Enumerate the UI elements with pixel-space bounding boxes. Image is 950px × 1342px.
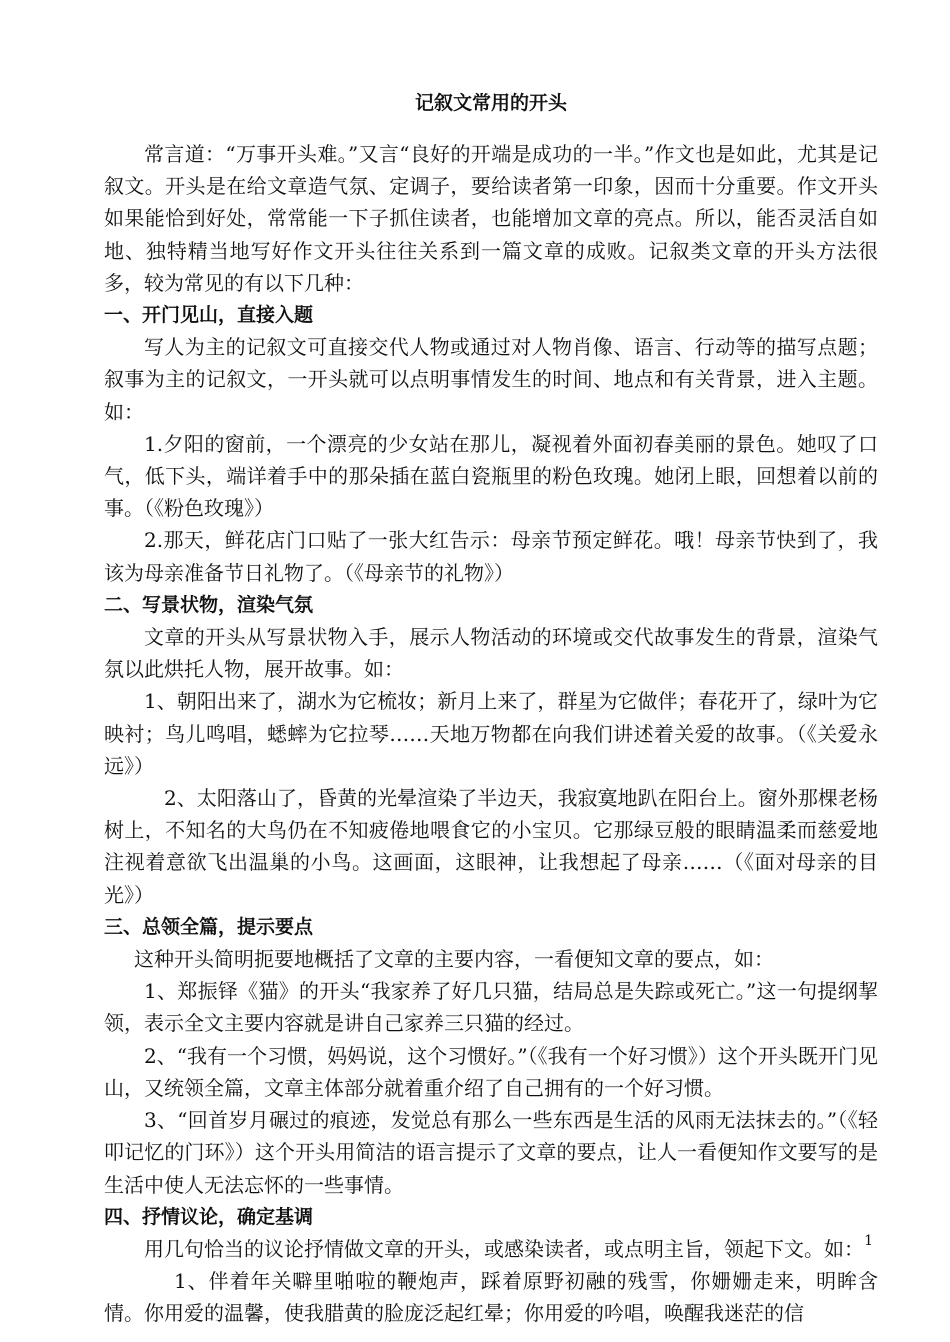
section-heading-3: 三、总领全篇，提示要点 xyxy=(104,915,314,938)
section-1-example-1: 1.夕阳的窗前，一个漂亮的少女站在那儿，凝视着外面初春美丽的景色。她叹了口气，低下头，端详着手中的那朵插在蓝白瓷瓶里的粉色玫瑰。她闭上眼，回想着以前的事。（《粉色玫瑰》） xyxy=(104,431,878,521)
section-1-example-2: 2.那天，鲜花店门口贴了一张大红告示：母亲节预定鲜花。哦！母亲节快到了，我该为母亲准备节日礼物了。（《母亲节的礼物》） xyxy=(104,528,878,585)
section-4-description: 用几句恰当的议论抒情做文章的开头，或感染读者，或点明主旨，领起下文。如： xyxy=(144,1236,864,1261)
document-page xyxy=(104,88,878,1330)
section-1-description: 写人为主的记叙文可直接交代人物或通过对人物肖像、语言、行动等的描写点题；叙事为主的记叙文，一开头就可以点明事情发生的时间、地点和有关背景，进入主题。如： xyxy=(104,335,878,424)
section-3-example-2: 2、“我有一个习惯，妈妈说，这个习惯好。”（《我有一个好习惯》）这个开头既开门见山，又统领全篇，文章主体部分就着重介绍了自己拥有的一个好习惯。 xyxy=(104,1043,878,1100)
section-2-description: 文章的开头从写景状物入手，展示人物活动的环境或交代故事发生的背景，渲染气氛以此烘托人物，展开故事。如： xyxy=(104,625,878,682)
section-3-description: 这种开头简明扼要地概括了文章的主要内容，一看便知文章的要点，如： xyxy=(134,947,774,972)
intro-paragraph: 常言道：“万事开头难。”又言“良好的开端是成功的一半。”作文也是如此，尤其是记叙文。开头是在给文章造气氛、定调子，要给读者第一印象，因而十分重要。作文开头如果能恰到好处，常常能一下子抓住读者，也能增加文章的亮点。所以，能否灵活自如地、独特精当地写好作文开头往往关系到一篇文章的成败。记叙类文章的开头方法很多，较为常见的有以下几种： xyxy=(104,142,878,295)
section-heading-1: 一、开门见山，直接入题 xyxy=(104,304,314,327)
section-heading-4: 四、抒情议论，确定基调 xyxy=(104,1205,314,1228)
document-title: 记叙文常用的开头 xyxy=(414,92,567,114)
page-number: 1 xyxy=(864,1233,873,1249)
section-heading-2: 二、写景状物，渲染气氛 xyxy=(104,593,314,616)
section-3-example-3: 3、“回首岁月碾过的痕迹，发觉总有那么一些东西是生活的风雨无法抹去的。”（《轻叩记忆的门环》）这个开头用简洁的语言提示了文章的要点，让人一看便知作文要写的是生活中使人无法忘怀的一些事情。 xyxy=(104,1108,878,1197)
section-3-example-1: 1、郑振铎《猫》的开头“我家养了好几只猫，结局总是失踪或死亡。”这一句提纲挈领，表示全文主要内容就是讲自己家养三只猫的经过。 xyxy=(104,979,878,1036)
section-2-example-1: 1、朝阳出来了，湖水为它梳妆；新月上来了，群星为它做伴；春花开了，绿叶为它映衬；鸟儿鸣唱，蟋蟀为它拉琴……天地万物都在向我们讲述着关爱的故事。（《关爱永远》） xyxy=(104,689,878,778)
section-2-example-2: 2、太阳落山了，昏黄的光晕渲染了半边天，我寂寞地趴在阳台上。窗外那棵老杨树上，不知名的大鸟仍在不知疲倦地喂食它的小宝贝。它那绿豆般的眼睛温柔而慈爱地注视着意欲飞出温巢的小鸟。这画面，这眼神，让我想起了母亲……（《面对母亲的目光》） xyxy=(104,786,878,907)
section-4-example-1: 1、伴着年关噼里啪啦的鞭炮声，踩着原野初融的残雪，你姗姗走来，明眸含情。你用爱的温馨，使我腊黄的脸庞泛起红晕；你用爱的吟唱，唤醒我迷茫的信 xyxy=(104,1269,878,1326)
